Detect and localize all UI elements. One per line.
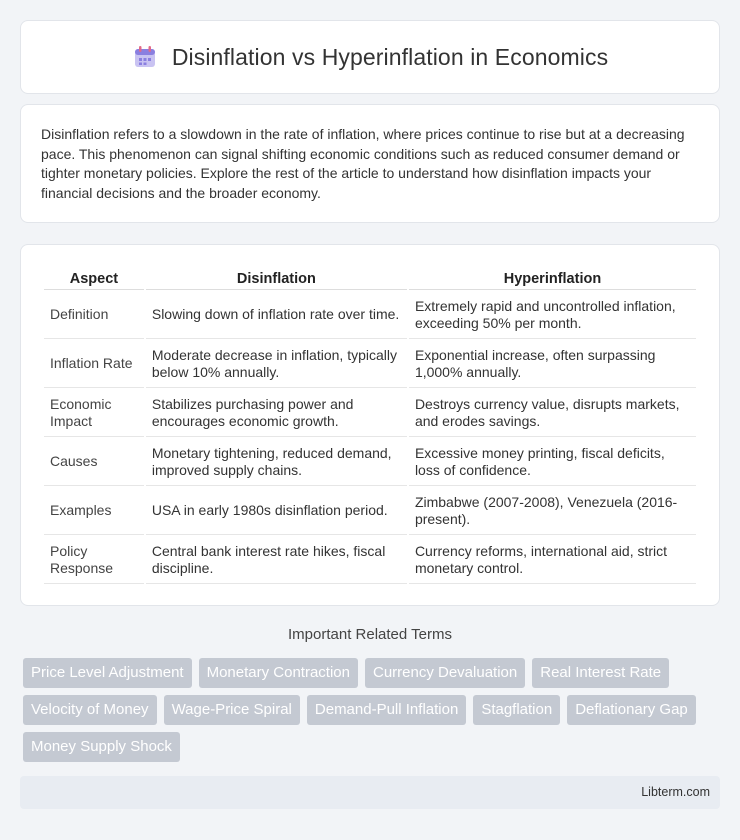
row-aspect: Examples [44, 488, 144, 535]
related-terms-heading: Important Related Terms [288, 626, 452, 643]
row-aspect: Causes [44, 439, 144, 486]
row-aspect: Definition [44, 292, 144, 339]
table-row [44, 341, 696, 388]
row-hyperinflation: Excessive money printing, fiscal deficits, loss of confidence. [409, 439, 696, 486]
intro-text: Disinflation refers to a slowdown in the rate of inflation, where prices continue to rise but at a decreasing pace. This phenomenon can signal shifting economic conditions such as reduced consumer demand or tighter monetary policies. Explore the rest of the article to understand how disinflation impacts your financial decisions and the broader economy. [41, 126, 685, 201]
calendar-icon [132, 44, 158, 70]
related-term-tag[interactable]: Currency Devaluation [365, 658, 525, 688]
row-hyperinflation: Exponential increase, often surpassing 1,000% annually. [409, 341, 696, 388]
table-row [44, 390, 696, 437]
row-disinflation: USA in early 1980s disinflation period. [146, 488, 407, 535]
header-hyperinflation: Hyperinflation [409, 267, 696, 290]
row-disinflation: Stabilizes purchasing power and encourages economic growth. [146, 390, 407, 437]
row-hyperinflation: Zimbabwe (2007-2008), Venezuela (2016-present). [409, 488, 696, 535]
related-term-tag[interactable]: Deflationary Gap [567, 695, 696, 725]
header-disinflation: Disinflation [146, 267, 407, 290]
table-row [44, 292, 696, 339]
related-term-tag[interactable]: Velocity of Money [23, 695, 157, 725]
row-disinflation: Moderate decrease in inflation, typically below 10% annually. [146, 341, 407, 388]
header-aspect: Aspect [44, 267, 144, 290]
row-hyperinflation: Currency reforms, international aid, strict monetary control. [409, 537, 696, 584]
table-row [44, 537, 696, 584]
row-hyperinflation: Destroys currency value, disrupts markets, and erodes savings. [409, 390, 696, 437]
related-term-tag[interactable]: Demand-Pull Inflation [307, 695, 466, 725]
footer [20, 776, 720, 809]
row-hyperinflation: Extremely rapid and uncontrolled inflation, exceeding 50% per month. [409, 292, 696, 339]
comparison-card [20, 244, 720, 606]
table-header-row [44, 267, 696, 290]
table-row [44, 439, 696, 486]
row-disinflation: Monetary tightening, reduced demand, improved supply chains. [146, 439, 407, 486]
related-term-tag[interactable]: Wage-Price Spiral [164, 695, 300, 725]
related-term-tag[interactable]: Money Supply Shock [23, 732, 180, 762]
intro-card [20, 104, 720, 223]
related-term-tag[interactable]: Price Level Adjustment [23, 658, 192, 688]
related-term-tag[interactable]: Stagflation [473, 695, 560, 725]
comparison-table [42, 265, 698, 586]
related-term-tag[interactable]: Real Interest Rate [532, 658, 669, 688]
row-disinflation: Central bank interest rate hikes, fiscal discipline. [146, 537, 407, 584]
related-terms-list [23, 658, 723, 762]
page-title: Disinflation vs Hyperinflation in Economics [171, 43, 609, 70]
title-card [20, 20, 720, 94]
row-aspect: Inflation Rate [44, 341, 144, 388]
footer-site-link[interactable]: Libterm.com [641, 785, 710, 799]
row-disinflation: Slowing down of inflation rate over time. [146, 292, 407, 339]
row-aspect: Economic Impact [44, 390, 144, 437]
table-row [44, 488, 696, 535]
related-term-tag[interactable]: Monetary Contraction [199, 658, 358, 688]
row-aspect: Policy Response [44, 537, 144, 584]
